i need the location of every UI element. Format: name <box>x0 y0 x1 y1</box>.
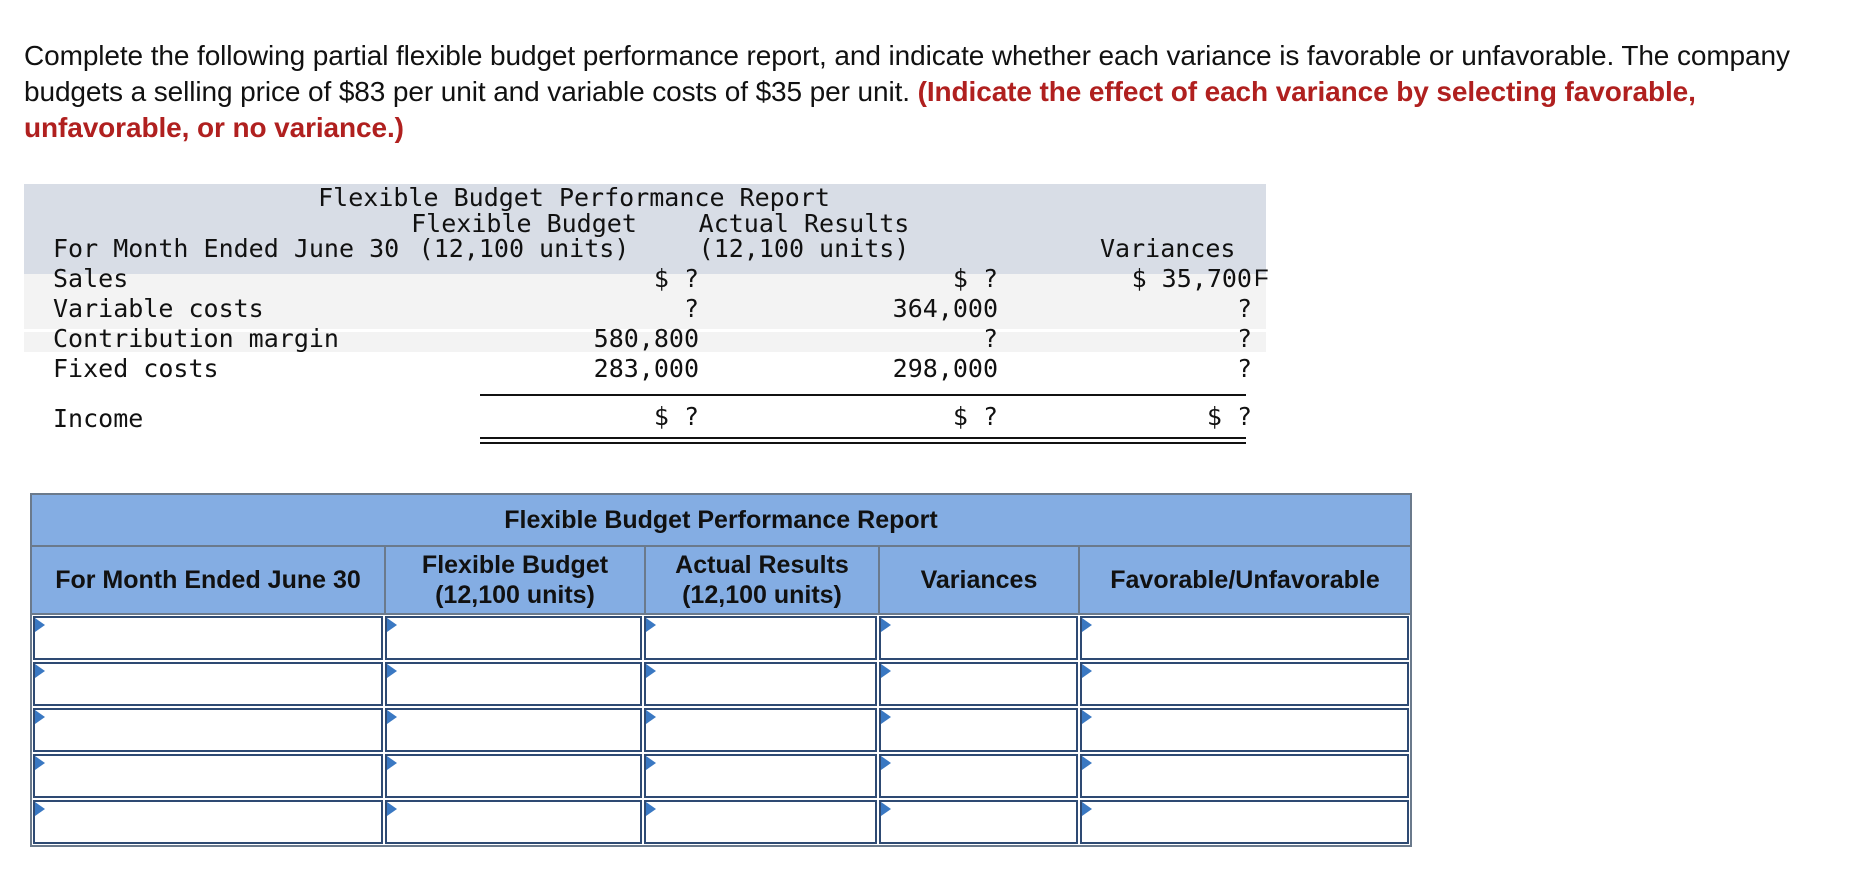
given-row-label-fixed-costs: Fixed costs <box>53 354 219 383</box>
answer-row <box>32 799 1410 845</box>
given-sales-flexible: $ ? <box>653 264 699 293</box>
given-sales-variance: $ 35,700 <box>1131 264 1252 293</box>
given-row-label-sales: Sales <box>53 264 129 293</box>
given-period-label: For Month Ended June 30 <box>53 234 400 263</box>
label-input[interactable] <box>35 710 381 750</box>
dropdown-marker-icon <box>35 710 45 724</box>
given-cm-actual: ? <box>982 324 998 353</box>
instructions-text: Complete the following partial flexible budget performance report, and indicate whether each variance is favorable or unfavorable. The company budgets a selling price of $83 per unit and variable costs of $35 per unit. <box>24 40 1790 107</box>
given-sales-actual: $ ? <box>952 264 998 293</box>
header-variances: Variances <box>880 547 1080 613</box>
answer-cell-actual[interactable] <box>644 708 877 752</box>
fav-unfav-select[interactable] <box>1082 710 1407 750</box>
given-col-flexible-line1: Flexible Budget <box>411 209 637 238</box>
answer-cell-variance[interactable] <box>879 754 1078 798</box>
fav-unfav-select[interactable] <box>1082 802 1407 842</box>
answer-table-title: Flexible Budget Performance Report <box>32 495 1410 547</box>
label-input[interactable] <box>35 802 381 842</box>
flexible-input[interactable] <box>387 802 640 842</box>
dropdown-marker-icon <box>35 618 45 632</box>
label-input[interactable] <box>35 664 381 704</box>
answer-cell-actual[interactable] <box>644 662 877 706</box>
answer-cell-variance[interactable] <box>879 800 1078 844</box>
dropdown-marker-icon <box>35 802 45 816</box>
answer-cell-label[interactable] <box>33 708 383 752</box>
given-col-variances: Variances <box>1100 234 1236 263</box>
given-fixed-variance: ? <box>1236 354 1252 383</box>
flexible-input[interactable] <box>387 664 640 704</box>
actual-input[interactable] <box>646 618 875 658</box>
header-actual-results: Actual Results (12,100 units) <box>646 547 880 613</box>
answer-cell-label[interactable] <box>33 754 383 798</box>
header-favorable-unfavorable: Favorable/Unfavorable <box>1110 566 1380 594</box>
instructions-emphasis: (Indicate the effect of each variance by selecting favorable, unfavorable, or no variance.) <box>24 76 1696 143</box>
dropdown-marker-icon <box>881 664 891 678</box>
answer-cell-variance[interactable] <box>879 616 1078 660</box>
answer-cell-fav-unfav[interactable] <box>1080 800 1409 844</box>
given-row-label-variable-costs: Variable costs <box>53 294 264 323</box>
answer-cell-label[interactable] <box>33 616 383 660</box>
actual-input[interactable] <box>646 664 875 704</box>
answer-cell-flexible[interactable] <box>385 708 642 752</box>
dropdown-marker-icon <box>1082 710 1092 724</box>
answer-cell-flexible[interactable] <box>385 754 642 798</box>
given-cm-variance: ? <box>1236 324 1252 353</box>
dropdown-marker-icon <box>387 802 397 816</box>
answer-cell-fav-unfav[interactable] <box>1080 616 1409 660</box>
dropdown-marker-icon <box>646 618 656 632</box>
variance-input[interactable] <box>881 710 1076 750</box>
dropdown-marker-icon <box>1082 756 1092 770</box>
answer-cell-actual[interactable] <box>644 616 877 660</box>
answer-cell-label[interactable] <box>33 662 383 706</box>
dropdown-marker-icon <box>881 802 891 816</box>
answer-table-header <box>32 547 1410 615</box>
variance-input[interactable] <box>881 802 1076 842</box>
dropdown-marker-icon <box>387 618 397 632</box>
dropdown-marker-icon <box>35 664 45 678</box>
given-income-variance: $ ? <box>1206 402 1252 431</box>
dropdown-marker-icon <box>35 756 45 770</box>
label-input[interactable] <box>35 618 381 658</box>
given-sales-flag: F <box>1254 265 1269 292</box>
flexible-input[interactable] <box>387 756 640 796</box>
dropdown-marker-icon <box>1082 802 1092 816</box>
given-row-label-income: Income <box>53 404 144 433</box>
answer-cell-flexible[interactable] <box>385 662 642 706</box>
dropdown-marker-icon <box>387 664 397 678</box>
dropdown-marker-icon <box>881 618 891 632</box>
label-input[interactable] <box>35 756 381 796</box>
answer-row <box>32 707 1410 753</box>
fav-unfav-select[interactable] <box>1082 756 1407 796</box>
answer-row <box>32 753 1410 799</box>
dropdown-marker-icon <box>646 802 656 816</box>
answer-cell-fav-unfav[interactable] <box>1080 708 1409 752</box>
actual-input[interactable] <box>646 756 875 796</box>
dropdown-marker-icon <box>387 710 397 724</box>
actual-input[interactable] <box>646 710 875 750</box>
answer-cell-label[interactable] <box>33 800 383 844</box>
dropdown-marker-icon <box>387 756 397 770</box>
actual-input[interactable] <box>646 802 875 842</box>
answer-cell-variance[interactable] <box>879 662 1078 706</box>
dropdown-marker-icon <box>881 756 891 770</box>
variance-input[interactable] <box>881 618 1076 658</box>
given-income-actual: $ ? <box>952 402 998 431</box>
given-variable-variance: ? <box>1236 294 1252 323</box>
instructions <box>24 38 1844 146</box>
given-subtotal-rule <box>480 394 1246 396</box>
variance-input[interactable] <box>881 756 1076 796</box>
dropdown-marker-icon <box>881 710 891 724</box>
dropdown-marker-icon <box>646 756 656 770</box>
given-cm-flexible: 580,800 <box>593 324 699 353</box>
dropdown-marker-icon <box>646 664 656 678</box>
answer-cell-flexible[interactable] <box>385 616 642 660</box>
given-col-actual-line1: Actual Results <box>698 209 910 238</box>
dropdown-marker-icon <box>1082 664 1092 678</box>
given-row-label-contribution-margin: Contribution margin <box>53 324 339 353</box>
answer-cell-actual[interactable] <box>644 800 877 844</box>
flexible-input[interactable] <box>387 710 640 750</box>
given-report-title: Flexible Budget Performance Report <box>318 183 830 212</box>
given-total-double-rule <box>480 437 1246 444</box>
answer-cell-variance[interactable] <box>879 708 1078 752</box>
header-flexible-budget: Flexible Budget (12,100 units) <box>386 547 646 613</box>
fav-unfav-select[interactable] <box>1082 664 1407 704</box>
dropdown-marker-icon <box>1082 618 1092 632</box>
given-report <box>24 183 1269 450</box>
given-fixed-actual: 298,000 <box>892 354 998 383</box>
answer-cell-actual[interactable] <box>644 754 877 798</box>
fav-unfav-select[interactable] <box>1082 618 1407 658</box>
answer-cell-flexible[interactable] <box>385 800 642 844</box>
given-col-flexible-line2: (12,100 units) <box>418 234 630 263</box>
variance-input[interactable] <box>881 664 1076 704</box>
header-period: For Month Ended June 30 <box>32 547 386 613</box>
answer-row <box>32 661 1410 707</box>
given-fixed-flexible: 283,000 <box>593 354 699 383</box>
given-variable-actual: 364,000 <box>892 294 998 323</box>
given-income-flexible: $ ? <box>653 402 699 431</box>
given-col-actual-line2: (12,100 units) <box>698 234 910 263</box>
answer-cell-fav-unfav[interactable] <box>1080 754 1409 798</box>
answer-row <box>32 615 1410 661</box>
dropdown-marker-icon <box>646 710 656 724</box>
given-variable-flexible: ? <box>683 294 699 323</box>
answer-cell-fav-unfav[interactable] <box>1080 662 1409 706</box>
flexible-input[interactable] <box>387 618 640 658</box>
answer-table <box>30 493 1412 847</box>
